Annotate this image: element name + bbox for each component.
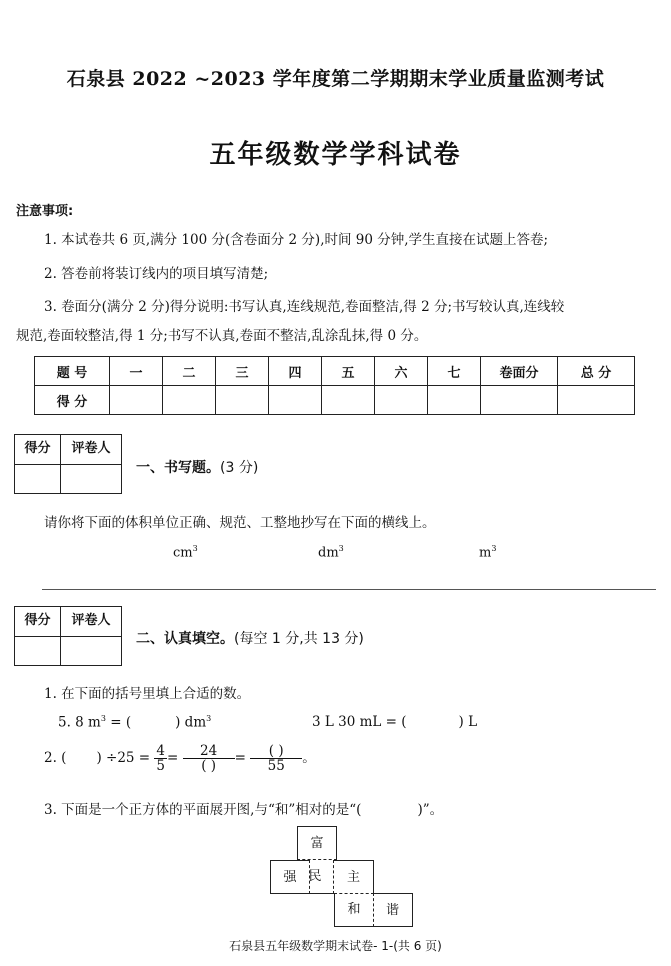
grader-box-2 xyxy=(14,606,122,666)
grader-name-label: 评卷人 xyxy=(61,435,121,465)
score-table-col: 六 xyxy=(375,357,428,386)
section1-title: 一、书写题。 xyxy=(136,460,220,476)
score-table-col: 一 xyxy=(110,357,163,386)
score-table-col: 总 分 xyxy=(558,357,635,386)
notice-item-3-cont: 规范,卷面较整洁,得 1 分;书写不认真,卷面不整洁,乱涂乱抹,得 0 分。 xyxy=(16,328,428,344)
score-cell[interactable] xyxy=(216,386,269,415)
section1-points: (3 分) xyxy=(220,460,259,476)
net-face-xie: 谐 xyxy=(373,893,413,927)
net-face-qiang: 强 xyxy=(270,860,310,894)
score-cell[interactable] xyxy=(375,386,428,415)
score-table-col: 五 xyxy=(322,357,375,386)
score-table-row2-label: 得 分 xyxy=(35,386,110,415)
grader-box-1 xyxy=(14,434,122,494)
score-table-col: 二 xyxy=(163,357,216,386)
exam-header: 石泉县 2022 ~2023 学年度第二学期期末学业质量监测考试 xyxy=(66,68,605,90)
notice-item-3: 3. 卷面分(满分 2 分)得分说明:书写认真,连线规范,卷面整洁,得 2 分;书写较认真,连线较 xyxy=(44,299,565,315)
section1-instruction: 请你将下面的体积单位正确、规范、工整地抄写在下面的横线上。 xyxy=(44,515,436,531)
net-face-zhu: 主 xyxy=(334,860,374,894)
score-table-row1-label: 题 号 xyxy=(35,357,110,386)
score-cell[interactable] xyxy=(110,386,163,415)
grader-score-label: 得分 xyxy=(15,435,61,465)
unit-dm3: $dm^3$ xyxy=(318,544,344,561)
score-cell[interactable] xyxy=(558,386,635,415)
divider-line xyxy=(42,589,656,590)
section2-title: 二、认真填空。 xyxy=(136,631,234,647)
grader-name-label: 评卷人 xyxy=(61,607,121,637)
net-face-he: 和 xyxy=(334,893,374,927)
score-table xyxy=(34,356,635,415)
unit-cm3: $cm^3$ xyxy=(173,544,198,561)
unit-m3: $m^3$ xyxy=(479,544,497,561)
notice-item-2: 2. 答卷前将装订线内的项目填写清楚; xyxy=(44,266,269,282)
score-cell[interactable] xyxy=(163,386,216,415)
page-footer: 石泉县五年级数学期末试卷- 1-(共 6 页) xyxy=(229,939,442,953)
score-table-col: 卷面分 xyxy=(481,357,558,386)
score-cell[interactable] xyxy=(481,386,558,415)
notice-heading: 注意事项: xyxy=(16,204,74,219)
net-face-min: 民 xyxy=(297,860,334,894)
q2-blank-2[interactable]: ( ) xyxy=(201,758,217,774)
score-table-col: 七 xyxy=(428,357,481,386)
score-table-col: 三 xyxy=(216,357,269,386)
section1-title-row xyxy=(136,457,258,477)
grader-score-label: 得分 xyxy=(15,607,61,637)
net-face-fu: 富 xyxy=(297,826,337,860)
score-table-col: 四 xyxy=(269,357,322,386)
section2-title-row xyxy=(136,628,364,648)
q3-stem: 3. 下面是一个正方体的平面展开图,与“和”相对的是“( )”。 xyxy=(44,802,444,818)
q2-blank-3[interactable]: ( ) xyxy=(250,744,302,759)
score-cell[interactable] xyxy=(269,386,322,415)
paper-title: 五年级数学学科试卷 xyxy=(209,140,462,170)
score-cell[interactable] xyxy=(428,386,481,415)
score-cell[interactable] xyxy=(322,386,375,415)
notice-item-1: 1. 本试卷共 6 页,满分 100 分(含卷面分 2 分),时间 90 分钟,学生直接在试题上答卷; xyxy=(44,232,549,248)
q2: 2. ( ) ÷25 = $\frac{4}{5}$ = $\frac{24}{( )}$ = $\frac{( )}{55}$ 。 xyxy=(44,743,316,774)
q1-a: 5. 8 $m^3$ = ( ) $dm^3$ xyxy=(58,714,212,731)
q1-stem: 1. 在下面的括号里填上合适的数。 xyxy=(44,686,251,702)
q1-b: 3 L 30 mL = ( ) L xyxy=(312,714,478,730)
section2-points: (每空 1 分,共 13 分) xyxy=(234,631,364,647)
